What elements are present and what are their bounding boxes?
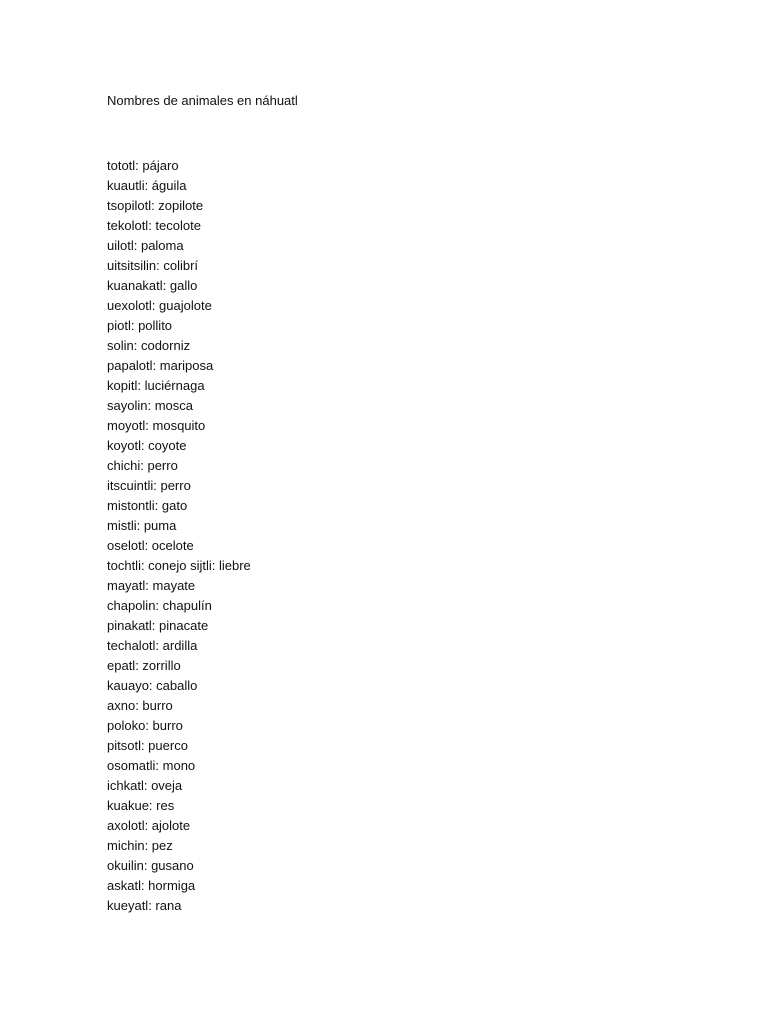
word-entry: uilotl: paloma [107,238,184,253]
word-entry: sayolin: mosca [107,398,193,413]
word-entry: tekolotl: tecolote [107,218,201,233]
word-entry: pinakatl: pinacate [107,618,209,633]
word-entry: uexolotl: guajolote [107,298,212,313]
word-entry: axno: burro [107,698,173,713]
word-entry: piotl: pollito [107,318,173,333]
word-entry: tototl: pájaro [107,158,179,173]
word-entry: kueyatl: rana [107,898,182,913]
word-entry: solin: codorniz [107,338,191,353]
word-entry: askatl: hormiga [107,878,196,893]
word-entry: ichkatl: oveja [107,778,183,793]
word-entry: poloko: burro [107,718,183,733]
animal-word-list [107,156,251,916]
word-entry: okuilin: gusano [107,858,194,873]
word-entry: mayatl: mayate [107,578,196,593]
word-entry: tsopilotl: zopilote [107,198,204,213]
word-entry: moyotl: mosquito [107,418,206,433]
word-entry: kuakue: res [107,798,175,813]
word-entry: techalotl: ardilla [107,638,198,653]
word-entry: uitsitsilin: colibrí [107,258,199,273]
word-entry: axolotl: ajolote [107,818,191,833]
word-entry: chapolin: chapulín [107,598,212,613]
word-entry: itscuintli: perro [107,478,191,493]
word-entry: kauayo: caballo [107,678,198,693]
word-entry: koyotl: coyote [107,438,187,453]
word-entry: mistli: puma [107,518,177,533]
word-entry: kuanakatl: gallo [107,278,198,293]
word-entry: epatl: zorrillo [107,658,181,673]
word-entry: papalotl: mariposa [107,358,214,373]
document-title: Nombres de animales en náhuatl [107,93,298,108]
word-entry: chichi: perro [107,458,178,473]
word-entry: oselotl: ocelote [107,538,194,553]
word-entry: pitsotl: puerco [107,738,188,753]
word-entry: tochtli: conejo sijtli: liebre [107,558,251,573]
word-entry: kuautli: águila [107,178,187,193]
word-entry: michin: pez [107,838,173,853]
word-entry: kopitl: luciérnaga [107,378,205,393]
word-entry: osomatli: mono [107,758,196,773]
word-entry: mistontli: gato [107,498,188,513]
